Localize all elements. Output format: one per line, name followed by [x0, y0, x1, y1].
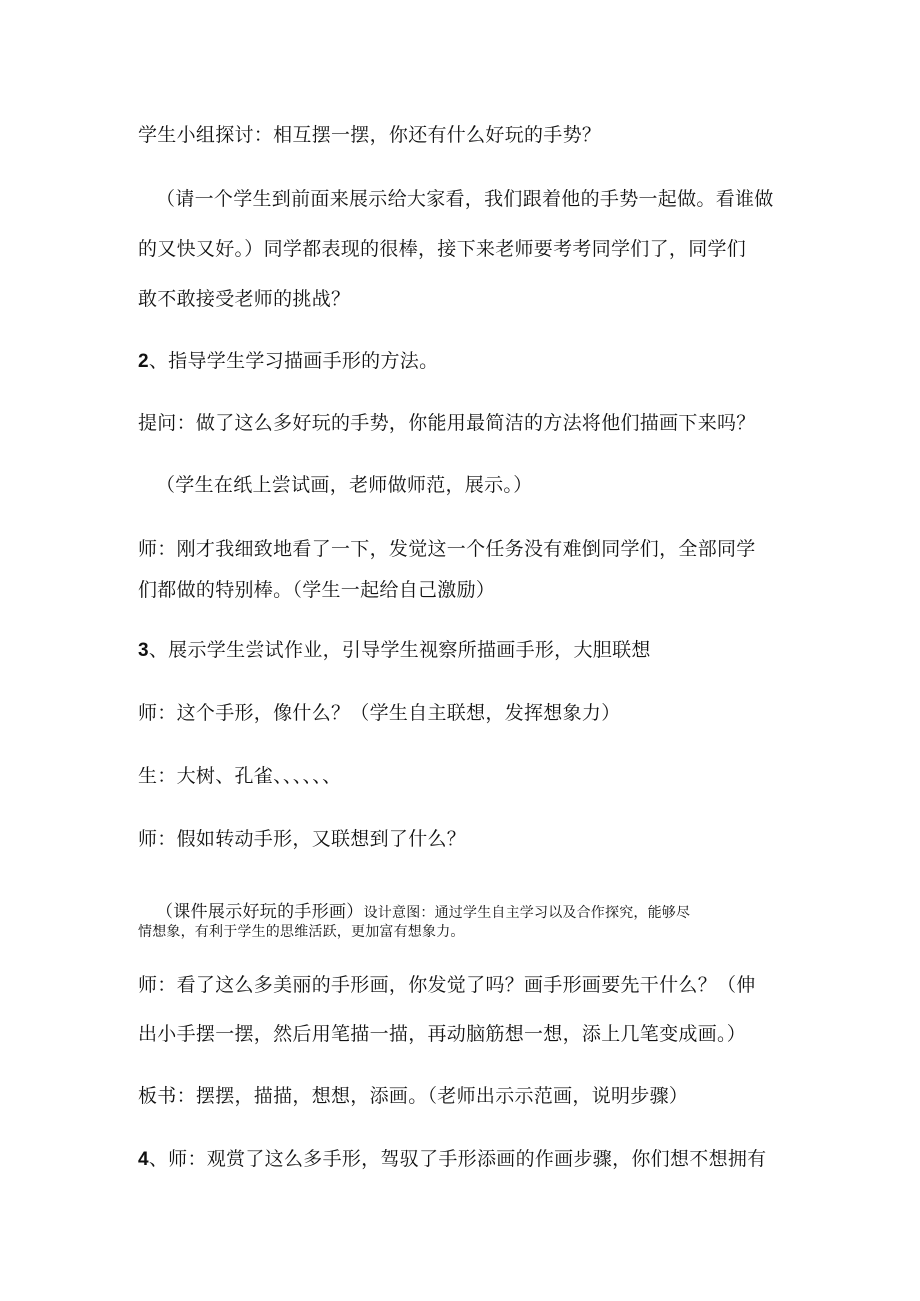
paragraph-student-answer: 生：大树、孔雀、、、、、、	[138, 765, 342, 787]
paragraph-rotate-hand: 师：假如转动手形，又联想到了什么？	[138, 828, 467, 850]
paragraph-hand-painting-line-1: 师：看了这么多美丽的手形画，你发觉了吗？画手形画要先干什么？（伸	[138, 974, 756, 996]
step-text: 、展示学生尝试作业，引导学生视察所描画手形，大胆联想	[148, 639, 651, 661]
paragraph-what-like: 师：这个手形，像什么？（学生自主联想，发挥想象力）	[138, 702, 621, 724]
courseware-note: （课件展示好玩的手形画）	[156, 902, 364, 922]
step-number: 3	[138, 640, 149, 661]
paragraph-hand-painting-line-2: 出小手摆一摆，然后用笔描一描，再动脑筋想一想，添上几笔变成画。）	[138, 1023, 747, 1045]
paragraph-demo-line-1: （请一个学生到前面来展示给大家看，我们跟着他的手势一起做。看谁做	[156, 188, 774, 210]
paragraph-group-discussion: 学生小组探讨：相互摆一摆，你还有什么好玩的手势？	[138, 124, 602, 146]
paragraph-teacher-comment-line-2: 们都做的特别棒。（学生一起给自己激励）	[138, 579, 496, 601]
step-text: 、师：观赏了这么多手形，驾驭了手形添画的作画步骤，你们想不想拥有	[148, 1148, 767, 1170]
step-4-heading	[138, 1146, 798, 1173]
paragraph-design-intent-line-1	[156, 898, 816, 925]
paragraph-student-try: （学生在纸上尝试画，老师做师范，展示。）	[156, 474, 533, 496]
step-number: 4	[138, 1149, 149, 1170]
paragraph-blackboard: 板书：摆摆，描描，想想，添画。（老师出示示范画，说明步骤）	[138, 1085, 689, 1107]
step-number: 2	[138, 351, 149, 372]
paragraph-design-intent-line-2: 情想象，有利于学生的思维活跃，更加富有想象力。	[138, 924, 465, 940]
paragraph-teacher-comment-line-1: 师：刚才我细致地看了一下，发觉这一个任务没有难倒同学们，全部同学	[138, 538, 756, 560]
paragraph-demo-line-2: 的又快又好。）同学都表现的很棒，接下来老师要考考同学们了，同学们	[138, 238, 747, 260]
paragraph-question: 提问：做了这么多好玩的手势，你能用最简洁的方法将他们描画下来吗？	[138, 412, 756, 434]
step-2-heading	[138, 348, 798, 375]
paragraph-demo-line-3: 敢不敢接受老师的挑战？	[138, 288, 351, 310]
step-text: 、指导学生学习描画手形的方法。	[148, 350, 439, 372]
design-intent-text: 设计意图：通过学生自主学习以及合作探究，能够尽	[363, 905, 691, 921]
step-3-heading	[138, 637, 798, 664]
